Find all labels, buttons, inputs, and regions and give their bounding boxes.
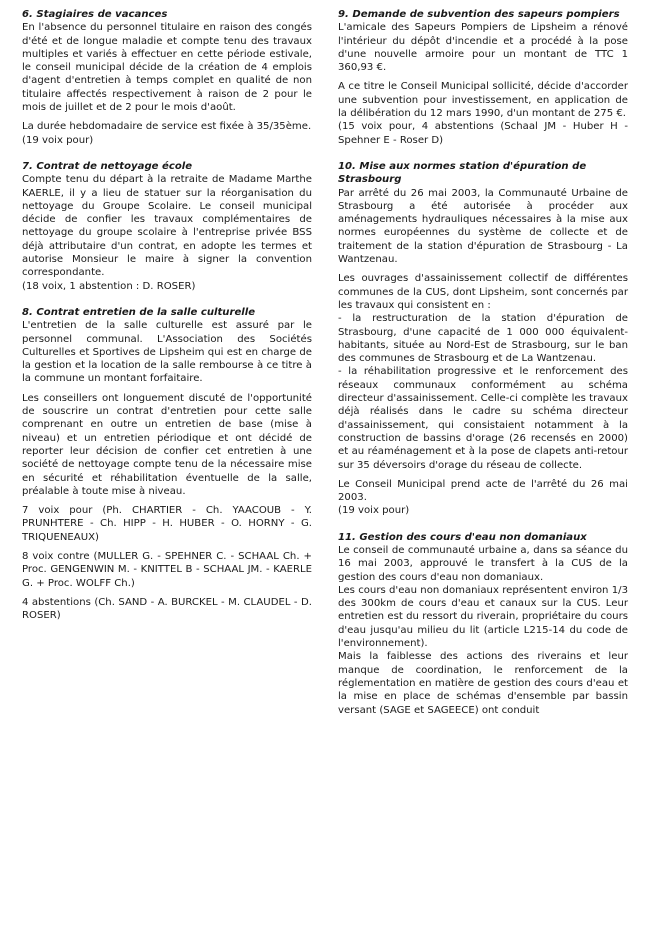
list-item: - la réhabilitation progressive et le renforcement des réseaux communaux conformément au schéma directeur d'assainissement. Celle-ci complète les travaux déjà réalisés dans le cadre su schéma directeur d'assainissement, qui consistaient notamment à la construction de bassins d'orage (26 recensés en 2000) et au réaménagement et à la pose de clapets anti-retour sur 35 déversoirs d'orage du réseau de collecte. xyxy=(338,366,628,471)
section-title: 11. Gestion des cours d'eau non domaniaux xyxy=(338,531,587,543)
vote-against: 8 voix contre (MULLER G. - SPEHNER C. - SCHAAL Ch. + Proc. GENGENWIN M. - KNITTEL B - SCHAAL JM. - KAERLE G. + Proc. WOLFF Ch.) xyxy=(22,550,312,589)
paragraph: L'entretien de la salle culturelle est assuré par le personnel communal. L'Association des Sociétés Culturelles et Sportives de Lipsheim qui est en charge de la gestion et la location de la salle rembourse à ce titre à la commune un montant forfaitaire. xyxy=(22,320,312,385)
paragraph: Par arrêté du 26 mai 2003, la Communauté Urbaine de Strasbourg a été autorisée à procéder aux aménagements hydrauliques nécessaires à la mise aux normes européennes du système de collecte et de traitement de la station d'épuration de Strasbourg - La Wantzenau. xyxy=(338,187,628,266)
section-title: 7. Contrat de nettoyage école xyxy=(22,160,193,172)
section-title: 8. Contrat entretien de la salle culturelle xyxy=(22,306,256,318)
section-9-firefighters-grant xyxy=(338,8,628,147)
paragraph: La durée hebdomadaire de service est fixée à 35/35ème. xyxy=(22,121,312,133)
paragraph: A ce titre le Conseil Municipal sollicité, décide d'accorder une subvention pour investissement, en application de la délibération du 12 mars 1990, d'un montant de 275 €. xyxy=(338,81,628,120)
section-title: 9. Demande de subvention des sapeurs pompiers xyxy=(338,9,620,20)
list-item: - la restructuration de la station d'épuration de Strasbourg, d'une capacité de 1 000 000 équivalent-habitants, située au Nord-Est de Strasbourg, sur le ban des communes de Strasbourg et de La Wantzenau. xyxy=(338,313,628,365)
vote-for: 7 voix pour (Ph. CHARTIER - Ch. YAACOUB - Y. PRUNHTERE - Ch. HIPP - H. HUBER - O. HORNY - G. TRIQUENEAUX) xyxy=(22,505,312,543)
section-8-cultural-hall-contract xyxy=(22,306,312,623)
left-column xyxy=(22,8,312,635)
section-11-waterways-management xyxy=(338,531,628,717)
section-6-summer-interns xyxy=(22,8,312,147)
paragraph: Le Conseil Municipal prend acte de l'arrêté du 26 mai 2003. xyxy=(338,478,628,504)
paragraph: L'amicale des Sapeurs Pompiers de Lipsheim a rénové l'intérieur du dépôt d'incendie et a procédé à la pose d'une nouvelle armoire pour un montant de TTC 1 360,93 €. xyxy=(338,22,628,74)
paragraph: Les ouvrages d'assainissement collectif de différentes communes de la CUS, dont Lipsheim, sont concernés par les travaux qui consistent en : xyxy=(338,273,628,311)
vote-result: (19 voix pour) xyxy=(22,134,94,146)
paragraph: Le conseil de communauté urbaine a, dans sa séance du 16 mai 2003, approuvé le transfert à la CUS de la gestion des cours d'eau non domaniaux. xyxy=(338,544,628,583)
right-column xyxy=(338,8,628,730)
vote-result: (19 voix pour) xyxy=(338,505,410,517)
paragraph: Mais la faiblesse des actions des riverains et leur manque de coordination, le renforcement de la réglementation en matière de gestion des cours d'eau et la mise en place de schémas d'ensemble par bassin versant (SAGE et SAGEECE) ont conduit xyxy=(338,651,628,716)
vote-abstentions: 4 abstentions (Ch. SAND - A. BURCKEL - M. CLAUDEL - D. ROSER) xyxy=(22,596,312,622)
section-10-wastewater-station xyxy=(338,160,628,518)
vote-result: (15 voix pour, 4 abstentions (Schaal JM - Huber H - Spehner E - Roser D) xyxy=(338,121,628,146)
paragraph: Les conseillers ont longuement discuté de l'opportunité de souscrire un contrat d'entretien pour cette salle comprenant en outre un entretien de base (mise à niveau) et un entretien périodique et ont décidé de reporter leur décision de confier cet entretien à une société de nettoyage compte tenu de la nécessaire mise en sécurité et réhabilitation éventuelle de la salle, préalable à toute mise à niveau. xyxy=(22,392,312,497)
paragraph: En l'absence du personnel titulaire en raison des congés d'été et de longue maladie et compte tenu des travaux multiples et variés à effectuer en cette période estivale, le conseil municipal décide de la création de 4 emplois d'agent d'entretien à temps complet en qualité de non titulaire affectés respectivement à raison de 2 pour le mois de juillet et de 2 pour le mois d'août. xyxy=(22,22,312,114)
section-7-cleaning-contract xyxy=(22,160,312,293)
paragraph: Compte tenu du départ à la retraite de Madame Marthe KAERLE, il y a lieu de statuer sur la réorganisation du nettoyage du Groupe Scolaire. Le conseil municipal décide de confier les travaux complémentaires de nettoyage du groupe scolaire à l'entreprise privée BSS déjà attributaire d'un contrat, en adopte les termes et autorise Monsieur le maire à signer la convention correspondante. xyxy=(22,174,312,279)
paragraph: Les cours d'eau non domaniaux représentent environ 1/3 des 300km de cours d'eau et canaux sur la CUS. Leur entretien est du ressort du riverain, propriétaire du cours d'eau jusqu'au milieu du lit (article L215-14 du code de l'environnement). xyxy=(338,584,628,650)
vote-result: (18 voix, 1 abstention : D. ROSER) xyxy=(22,280,196,292)
section-title: 10. Mise aux normes station d'épuration de Strasbourg xyxy=(338,160,587,186)
section-title: 6. Stagiaires de vacances xyxy=(22,9,168,20)
